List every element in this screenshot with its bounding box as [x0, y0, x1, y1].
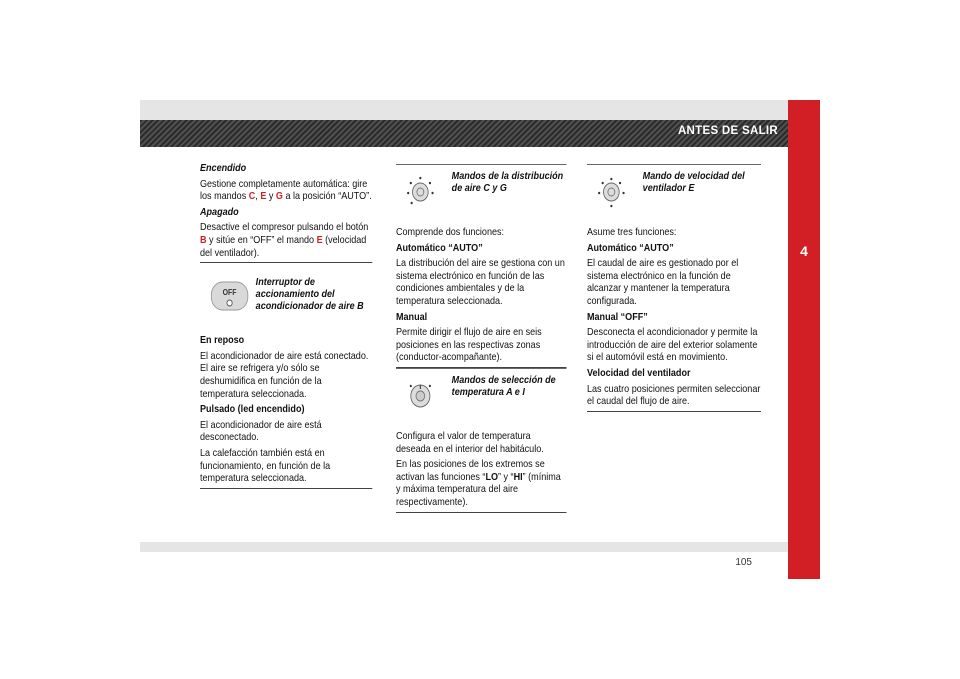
block-distribucion	[396, 164, 567, 221]
letter-c: C	[248, 191, 256, 203]
paragraph-temperatura: Configura el valor de temperatura deseada en el interior del habitáculo.	[396, 430, 544, 455]
heading-apagado: Apagado	[200, 206, 239, 218]
heading-pulsado: Pulsado (led encendido)	[200, 404, 305, 416]
paragraph-tres-funciones: Asume tres funciones:	[587, 227, 677, 238]
block-ventilador	[587, 164, 761, 221]
lo-label: LO	[485, 471, 499, 483]
paragraph-apagado: Desactive el compresor pulsando el botón B y sitúe en “OFF” el mando E (velocidad del ventilador).	[200, 222, 372, 263]
paragraph-manual: Permite dirigir el flujo de aire en seis posiciones en las respectivas zonas (conductor-acompañante).	[396, 327, 567, 368]
heading-automatico: Automático “AUTO”	[396, 242, 483, 254]
heading-manual: Manual	[396, 311, 428, 323]
block-title-temperatura: Mandos de selección de temperatura A e I	[451, 374, 556, 398]
heading-velocidad: Velocidad del ventilador	[587, 367, 691, 379]
air-distribution-knob-icon	[405, 173, 436, 214]
block-title-interruptor: Interruptor de accionamiento del acondicionador de aire B	[255, 277, 364, 313]
chapter-number: 4	[800, 243, 808, 259]
paragraph-manual-off: Desconecta el acondicionador y permite la introducción de aire del exterior solamente si el automóvil está en movimiento.	[587, 327, 758, 364]
off-label: OFF	[222, 287, 237, 298]
column-2	[396, 164, 567, 516]
footer-band	[140, 542, 788, 552]
paragraph-encendido: Gestione completamente automática: gire los mandos C, E y G a la posición “AUTO”.	[200, 178, 372, 203]
block-interruptor	[200, 271, 372, 329]
heading-encendido: Encendido	[200, 163, 247, 174]
paragraph-funciones: Comprende dos funciones:	[396, 227, 505, 238]
letter-e: E	[260, 191, 267, 203]
block-temperatura	[396, 368, 567, 425]
letter-e: E	[316, 234, 323, 246]
chapter-tab	[788, 100, 820, 579]
block-title-ventilador: Mando de velocidad del ventilador E	[642, 171, 745, 194]
paragraph-extremos: En las posiciones de los extremos se activan las funciones “LO” y “HI” (mínima y máxima temperatura del aire respectivamente).	[396, 459, 567, 512]
paragraph-pulsado: El acondicionador de aire está desconectado.	[200, 419, 322, 444]
paragraph-automatico: La distribución del aire se gestiona con un sistema electrónico en función de las condiciones ambientales y de la temperatura seleccionada.	[396, 258, 565, 307]
column-1	[200, 163, 372, 492]
paragraph-calefaccion: La calefacción también está en funcionamiento, en función de la temperatura seleccionada.	[200, 448, 372, 489]
page-number: 105	[735, 557, 752, 568]
letter-g: G	[275, 191, 283, 203]
block-title-distribucion: Mandos de la distribución de aire C y G	[451, 171, 564, 194]
heading-manual-off: Manual “OFF”	[587, 311, 648, 323]
section-title: ANTES DE SALIR	[677, 125, 778, 137]
heading-automatico: Automático “AUTO”	[587, 242, 674, 254]
paragraph-automatico: El caudal de aire es gestionado por el sistema electrónico en la función de alcanzar y mantener la temperatura configurada.	[587, 258, 739, 307]
header-band	[140, 100, 788, 120]
fan-speed-knob-icon	[596, 173, 627, 214]
column-3	[587, 164, 761, 415]
hi-label: HI	[513, 471, 523, 483]
heading-en-reposo: En reposo	[200, 335, 245, 347]
paragraph-en-reposo: El acondicionador de aire está conectado. El aire se refrigera y/o sólo se deshumidifica en función de la temperatura seleccionada.	[200, 350, 369, 400]
letter-b: B	[200, 234, 207, 246]
paragraph-velocidad: Las cuatro posiciones permiten seleccionar el caudal del flujo de aire.	[587, 384, 761, 412]
off-button-icon	[210, 281, 248, 316]
temperature-knob-icon	[405, 377, 436, 418]
